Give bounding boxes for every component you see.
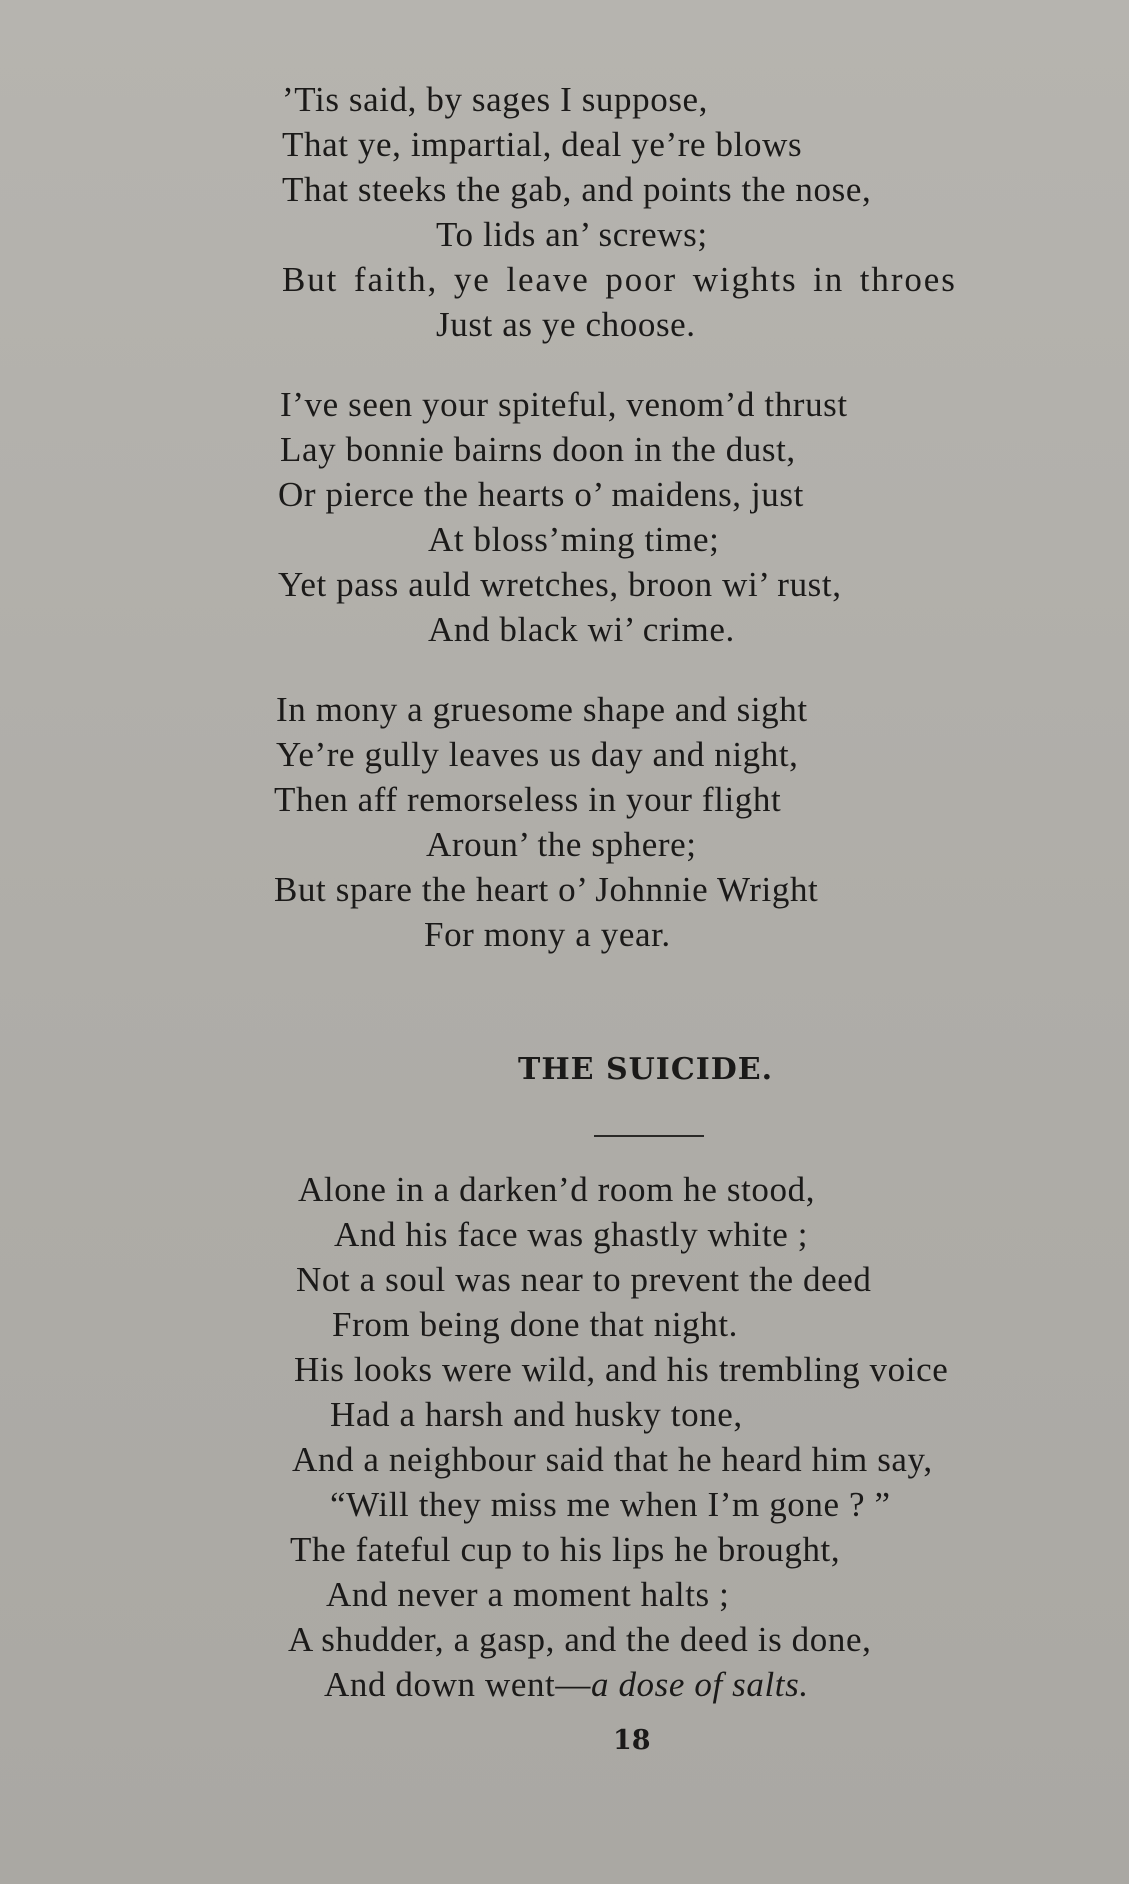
title-divider [594, 1135, 704, 1137]
poem1-stanza3-line4: Aroun’ the sphere; [426, 825, 697, 864]
poem2-line12-italic: a dose of salts. [591, 1665, 809, 1704]
poem2-line12 [324, 1665, 809, 1705]
poem2-line8: “Will they miss me when I’m gone ? ” [330, 1485, 891, 1524]
poem2-line2: And his face was ghastly white ; [334, 1215, 809, 1254]
poem1-stanza2-line3: Or pierce the hearts o’ maidens, just [278, 475, 804, 514]
poem1-stanza3-line1: In mony a gruesome shape and sight [276, 690, 808, 729]
poem1-stanza1-line6: Just as ye choose. [436, 305, 696, 344]
poem1-stanza1-line2: That ye, impartial, deal ye’re blows [282, 125, 803, 164]
poem1-stanza3-line5: But spare the heart o’ Johnnie Wright [274, 870, 819, 909]
poem1-stanza1-line1: ’Tis said, by sages I suppose, [282, 80, 709, 119]
poem1-stanza2-line5: Yet pass auld wretches, broon wi’ rust, [278, 565, 842, 604]
poem1-stanza3-line2: Ye’re gully leaves us day and night, [276, 735, 799, 774]
page-number: 18 [613, 1725, 651, 1756]
poem1-stanza3-line3: Then aff remorseless in your flight [274, 780, 782, 819]
poem1-stanza1-line3: That steeks the gab, and points the nose, [282, 170, 872, 209]
poem2-line4: From being done that night. [332, 1305, 739, 1344]
poem1-stanza1-line4: To lids an’ screws; [436, 215, 708, 254]
poem-title: THE SUICIDE. [518, 1052, 774, 1087]
poem2-line10: And never a moment halts ; [326, 1575, 730, 1614]
poem1-stanza3-line6: For mony a year. [424, 915, 671, 954]
poem2-line1: Alone in a darken’d room he stood, [298, 1170, 816, 1209]
poem1-stanza2-line2: Lay bonnie bairns doon in the dust, [280, 430, 796, 469]
poem2-line3: Not a soul was near to prevent the deed [296, 1260, 872, 1299]
poem2-line7: And a neighbour said that he heard him say, [292, 1440, 933, 1479]
poem1-stanza1-line5: But faith, ye leave poor wights in throes [282, 260, 957, 299]
poem2-line11: A shudder, a gasp, and the deed is done, [288, 1620, 872, 1659]
poem1-stanza2-line1: I’ve seen your spiteful, venom’d thrust [280, 385, 848, 424]
poem1-stanza2-line4: At bloss’ming time; [428, 520, 720, 559]
poem1-stanza2-line6: And black wi’ crime. [428, 610, 735, 649]
poem2-line9: The fateful cup to his lips he brought, [290, 1530, 841, 1569]
poem2-line12-text: And down went— [324, 1665, 591, 1704]
poem2-line6: Had a harsh and husky tone, [330, 1395, 743, 1434]
poem2-line5: His looks were wild, and his trembling voice [294, 1350, 949, 1389]
